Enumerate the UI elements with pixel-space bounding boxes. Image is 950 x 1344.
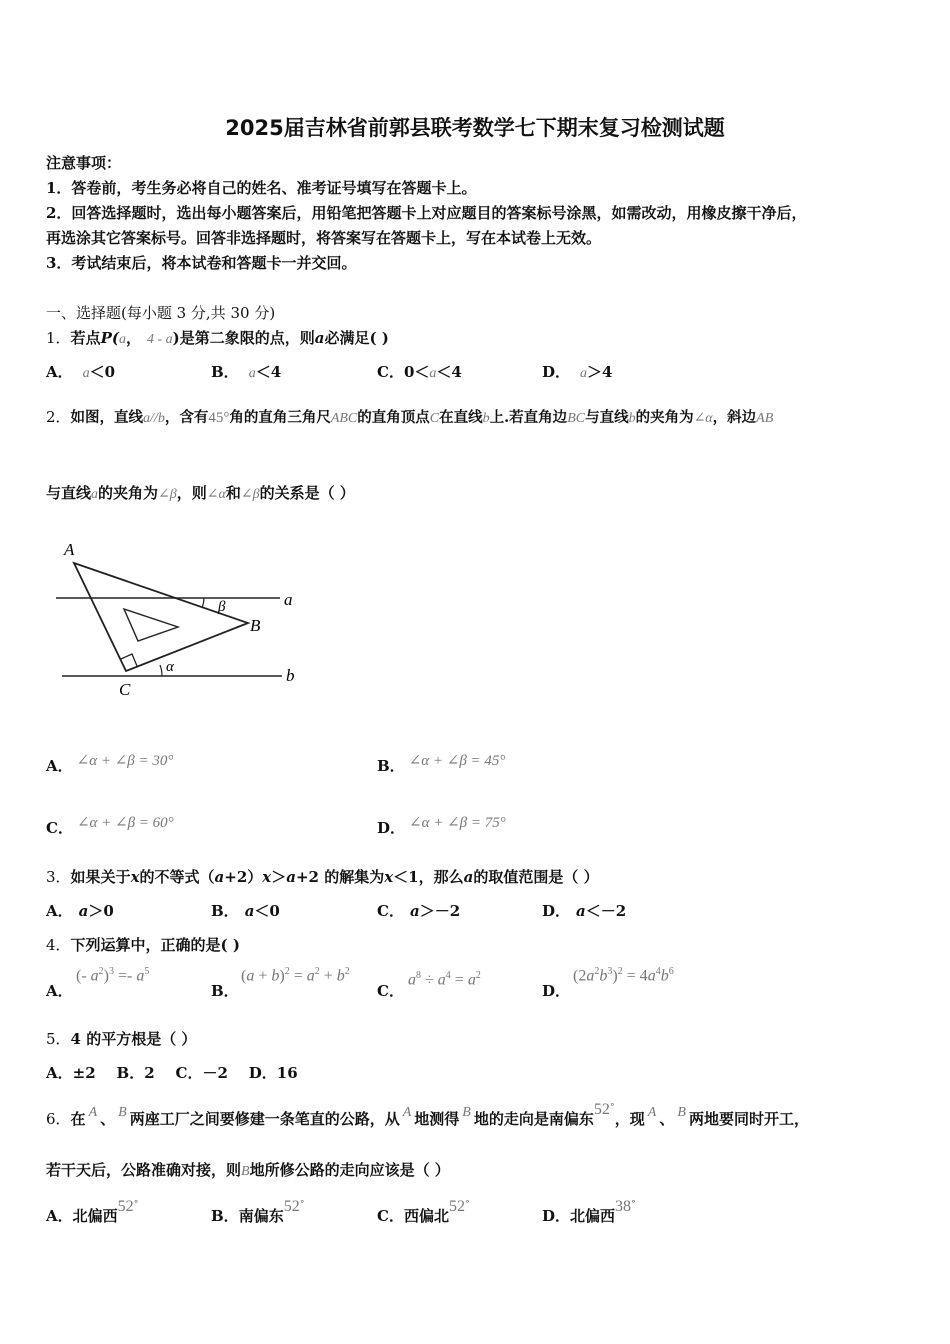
notice-item-2b: 再选涂其它答案标号。回答非选择题时，将答案写在答题卡上，写在本试卷上无效。 [46, 229, 602, 247]
question-3-option-a[interactable]: A． a＞0 [46, 902, 114, 920]
label-alpha: α [166, 659, 174, 675]
question-3-stem: 3．如果关于x的不等式（a+2）x＞a+2 的解集为x＜1，那么a的取值范围是（ ） [46, 868, 599, 886]
label-line-b: b [286, 666, 295, 685]
question-4-option-d-formula: $(2a^2b^3)^2 = 4a^4b^6$ [573, 966, 674, 985]
question-6-option-b[interactable]: B．南偏东52∘ [211, 1196, 305, 1225]
triangle-abc [74, 563, 248, 671]
section-heading: 一、选择题(每小题 3 分,共 30 分) [46, 304, 276, 322]
question-4-option-a[interactable]: A． [46, 982, 73, 1000]
label-beta: β [218, 599, 226, 615]
question-4-option-c[interactable]: C． [377, 982, 404, 1000]
triangle-figure [50, 535, 312, 705]
question-6-stem-line-2: 若干天后，公路准确对接，则B地所修公路的走向应该是（ ） [46, 1161, 450, 1179]
inner-triangle-hole [124, 609, 178, 641]
label-line-a: a [284, 590, 293, 609]
question-2-option-a[interactable]: A． ∠α + ∠β = 30° [46, 753, 174, 775]
question-4-option-d[interactable]: D． [542, 982, 571, 1000]
question-2-option-c[interactable]: C． ∠α + ∠β = 60° [46, 815, 174, 837]
question-5-options[interactable]: A．±2 B．2 C．－2 D．16 [46, 1064, 298, 1082]
label-b-vertex: B [250, 616, 261, 635]
beta-arc [202, 598, 204, 608]
question-4-option-b-formula: $(a + b)^2 = a^2 + b^2$ [241, 966, 350, 985]
question-1-stem: 1．若点P(a， 4 - a)是第二象限的点，则a必满足( ) [46, 329, 389, 347]
question-4-option-a-formula: (- $a^2)^3 =- a^5$ [76, 966, 150, 985]
question-1-option-b[interactable]: B． a＜4 [211, 363, 282, 381]
question-1-option-d[interactable]: D． a＞4 [542, 363, 613, 381]
question-3-option-c[interactable]: C． a＞－2 [377, 902, 461, 920]
question-6-option-c[interactable]: C．西偏北52∘ [377, 1196, 470, 1225]
question-2-option-d[interactable]: D． ∠α + ∠β = 75° [377, 815, 506, 837]
notice-item-1: 1．答卷前，考生务必将自己的姓名、准考证号填写在答题卡上。 [46, 179, 477, 197]
question-4-stem: 4．下列运算中，正确的是( ) [46, 936, 240, 954]
notice-item-3: 3．考试结束后，将本试卷和答题卡一并交回。 [46, 254, 357, 272]
question-2-stem-line-1: 2．如图，直线a//b，含有45°角的直角三角尺ABC的直角顶点C在直线b上.若直角边BC与直线b的夹角为∠α，斜边AB [46, 408, 774, 426]
question-3-option-d[interactable]: D． a＜－2 [542, 902, 627, 920]
question-6-option-d[interactable]: D．北偏西38∘ [542, 1196, 636, 1225]
question-3-option-b[interactable]: B． a＜0 [211, 902, 280, 920]
question-1-number: 1． [46, 329, 71, 347]
question-2-option-b[interactable]: B． ∠α + ∠β = 45° [377, 753, 506, 775]
question-4-option-c-formula: $a^8 \div a^4 = a^2$ [408, 970, 481, 989]
label-c-vertex: C [119, 680, 131, 699]
question-5-stem: 5．4 的平方根是（ ） [46, 1030, 197, 1048]
notice-item-2a: 2．回答选择题时，选出每小题答案后，用铅笔把答题卡上对应题目的答案标号涂黑，如需改动，用橡皮擦干净后， [46, 204, 807, 222]
notice-heading: 注意事项： [46, 154, 122, 172]
question-4-option-b[interactable]: B． [211, 982, 239, 1000]
page-title: 2025届吉林省前郭县联考数学七下期末复习检测试题 [225, 116, 725, 140]
question-2-stem-line-2: 与直线a的夹角为∠β，则∠α和∠β的关系是（ ） [46, 484, 355, 502]
question-1-option-c[interactable]: C．0＜a＜4 [377, 363, 462, 381]
question-6-option-a[interactable]: A．北偏西52∘ [46, 1196, 139, 1225]
question-6-stem-line-1: 6．在 A 、 B 两座工厂之间要修建一条笔直的公路，从 A 地测得 B 地的走向是南偏东52∘，现 A 、 B 两地要同时开工， [46, 1099, 809, 1128]
question-1-option-a[interactable]: A． a＜0 [46, 363, 116, 381]
label-a-vertex: A [64, 540, 75, 559]
alpha-arc [160, 665, 162, 676]
